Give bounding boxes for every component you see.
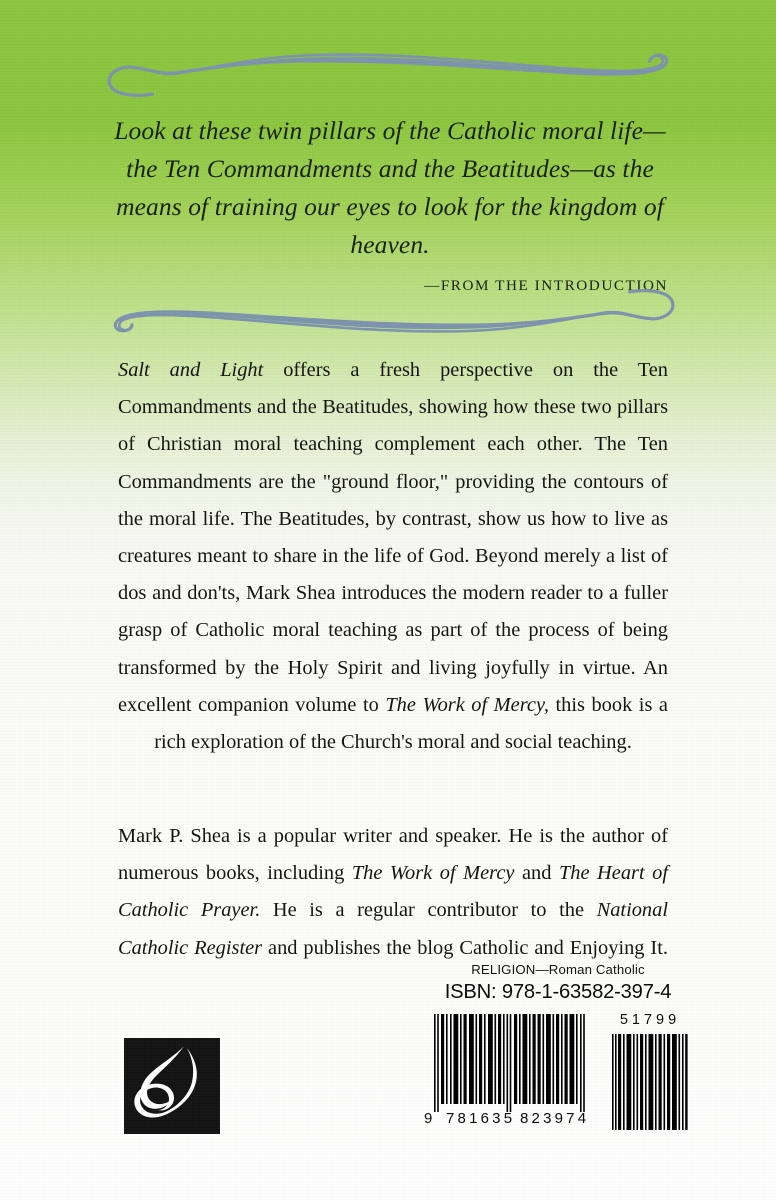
bio-title-heart-of-catholic-prayer: The Heart of Catholic Prayer. (118, 862, 668, 922)
description-book-title: Salt and Light (118, 359, 264, 381)
barcode-addon-digits: 51799 (619, 1012, 681, 1028)
author-bio-paragraph (118, 818, 668, 967)
pullquote-text: Look at these twin pillars of the Catholic moral life—the Ten Commandments and the Beatitudes—as the means of training our eyes to look for the kingdom of heaven. (114, 116, 666, 259)
bio-text-part2: and (514, 862, 559, 885)
ean13-left-group-digits: 781635 (446, 1110, 516, 1127)
barcode-block (424, 962, 692, 1130)
ean13-right-group-digits: 823974 (520, 1110, 590, 1127)
bio-text-part4: and publishes the blog Catholic and Enjoying It. (262, 936, 668, 959)
pullquote-block (110, 112, 670, 295)
bio-text-part3: He is a regular contributor to the (260, 899, 597, 922)
ean13-lead-digit: 9 (424, 1110, 433, 1127)
bio-title-work-of-mercy: The Work of Mercy (351, 862, 515, 885)
ean5-addon-barcode-bars (612, 1034, 688, 1130)
bisac-category-label: RELIGION—Roman Catholic (471, 962, 645, 977)
bio-title-national-catholic-register: National Catholic Register (118, 899, 668, 959)
barcode-graphic (424, 1006, 692, 1130)
bio-text-part1: Mark P. Shea is a popular writer and speaker. He is the author of numerous books, including (118, 825, 668, 885)
decorative-flourish-bottom-icon (98, 272, 684, 334)
ean13-barcode-bars (434, 1014, 590, 1112)
description-text-part1: offers a fresh perspective on the Ten Commandments and the Beatitudes, showing how these two pillars of Christian moral teaching complement each other. The Ten Commandments are the "ground floor," providing the contours of the moral life. The Beatitudes, by contrast, show us how to live as creatures meant to share in the life of God. Beyond merely a list of dos and don'ts, Mark Shea introduces the modern reader to a fuller grasp of Catholic moral teaching as part of the process of being transformed by the Holy Spirit and living joyfully in virtue. An excellent companion volume to (118, 359, 668, 716)
description-text-part2: this book is a rich exploration of the Church's moral and social teaching. (154, 693, 668, 754)
book-description-paragraph (118, 352, 668, 761)
publisher-swirl-s-logo-icon (124, 1038, 220, 1134)
decorative-flourish-top-icon (98, 52, 684, 114)
isbn-label: ISBN: 978-1-63582-397-4 (444, 981, 672, 1003)
description-companion-title: The Work of Mercy, (385, 693, 549, 716)
pullquote-attribution: —FROM THE INTRODUCTION (424, 277, 668, 294)
